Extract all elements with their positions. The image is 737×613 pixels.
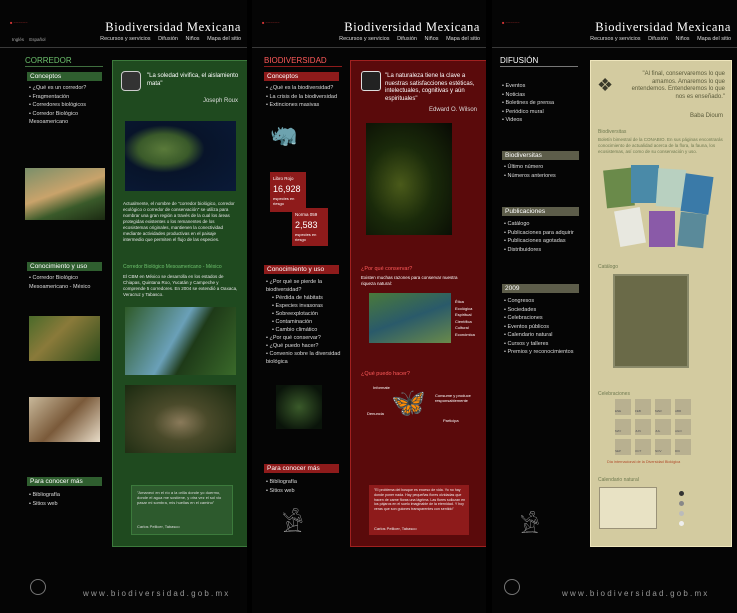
map-image bbox=[125, 121, 236, 191]
nav-difusion[interactable]: Difusión bbox=[397, 36, 417, 42]
stat-value: 16,928 bbox=[273, 184, 301, 194]
menu-conocimiento bbox=[266, 278, 356, 366]
menu-conceptos bbox=[266, 84, 356, 110]
action-item: Denuncia bbox=[367, 411, 384, 416]
menu-subitem[interactable]: • Cambio climático bbox=[266, 326, 356, 334]
menu-title-publicaciones[interactable]: Publicaciones bbox=[502, 207, 579, 216]
site-title[interactable]: Biodiversidad Mexicana bbox=[344, 20, 480, 34]
moon-phase-icon bbox=[679, 501, 684, 506]
celebrations-title: Celebraciones bbox=[598, 391, 630, 397]
menu-subitem[interactable]: • Pérdida de hábitats bbox=[266, 294, 356, 302]
stat-norma bbox=[292, 208, 328, 246]
nav-ninos[interactable]: Niños bbox=[424, 36, 439, 42]
menu-subitem[interactable]: • Sobreexplotación bbox=[266, 310, 356, 318]
divider bbox=[492, 47, 737, 48]
menu-title-para-conocer[interactable]: Para conocer más bbox=[264, 464, 339, 473]
catalog-title: Catálogo bbox=[598, 264, 619, 270]
section-title: BIODIVERSIDAD bbox=[264, 56, 327, 65]
action-item: Informate bbox=[373, 385, 390, 390]
divider bbox=[0, 47, 247, 48]
menu-title-conceptos[interactable]: Conceptos bbox=[27, 72, 102, 81]
stat-caption: especies en riesgo bbox=[273, 196, 295, 206]
header bbox=[0, 0, 247, 46]
menu-item[interactable]: • Eventos bbox=[502, 82, 582, 91]
menu-item[interactable]: • Corredor Biológico Mesoamericano - México bbox=[29, 274, 107, 291]
top-nav bbox=[584, 36, 731, 42]
nav-mapa[interactable]: Mapa del sitio bbox=[697, 36, 731, 42]
nav-difusion[interactable]: Difusión bbox=[648, 36, 668, 42]
card-body: Boletín bimestral de la CONABIO. En sus páginas encontrarás conocimiento de actualidad acerca de la flora, la fauna, los ecosistemas, así como de su conservación y uso. bbox=[598, 137, 723, 154]
ocelot-photo bbox=[125, 385, 236, 453]
menu-item[interactable]: • Cursos y talleres bbox=[504, 340, 584, 349]
stat-libro-rojo bbox=[270, 172, 306, 212]
moon-phase-icon bbox=[679, 491, 684, 496]
moon-phase-icon bbox=[679, 521, 684, 526]
bottom-quote-box bbox=[369, 485, 469, 535]
quote-text: "La soledad vivifica, el aislamiento mata" bbox=[147, 73, 239, 87]
month-box[interactable]: MAR bbox=[655, 399, 671, 415]
subtitle[interactable]: Corredor Biológico Mesoamericano - México bbox=[123, 264, 222, 270]
stat-label: Norma 059 bbox=[295, 212, 318, 217]
menu-item[interactable]: • Celebraciones bbox=[504, 314, 584, 323]
highway-photo bbox=[125, 307, 236, 375]
panel-biodiversidad bbox=[252, 0, 486, 613]
language-switch bbox=[12, 37, 50, 42]
menu-item[interactable]: • Noticias bbox=[502, 91, 582, 100]
stat-caption: especies en riesgo bbox=[295, 232, 317, 242]
bottom-quote-box bbox=[131, 485, 233, 535]
menu-title-para-conocer[interactable]: Para conocer más bbox=[27, 477, 102, 486]
month-box[interactable]: ABR bbox=[675, 399, 691, 415]
nav-mapa[interactable]: Mapa del sitio bbox=[207, 36, 241, 42]
section-title: CORREDOR bbox=[25, 56, 72, 65]
magazine-cover[interactable] bbox=[614, 207, 646, 247]
people-photo bbox=[29, 316, 100, 361]
menu-conceptos bbox=[29, 84, 107, 127]
quote-text: "Al final, conservaremos lo que amamos. Amaremos lo que entendemos. Entenderemos lo que nos es enseñado." bbox=[631, 71, 725, 100]
menu-title-2009[interactable]: 2009 bbox=[502, 284, 579, 293]
lang-espanol[interactable]: Español bbox=[29, 37, 46, 42]
header bbox=[492, 0, 737, 46]
menu-item[interactable]: • Bibliografía bbox=[29, 491, 107, 500]
site-title[interactable]: Biodiversidad Mexicana bbox=[595, 20, 731, 34]
menu-item[interactable]: • Bibliografía bbox=[266, 478, 356, 487]
calendar-grid bbox=[659, 485, 719, 529]
value-item: Científica bbox=[455, 318, 472, 324]
quote-author: Joseph Roux bbox=[202, 98, 238, 104]
glyph-icon bbox=[361, 71, 381, 91]
menu-subitem[interactable]: • Especies invasoras bbox=[266, 302, 356, 310]
magazine-covers bbox=[605, 169, 715, 247]
nav-recursos[interactable]: Recursos y servicios bbox=[100, 36, 151, 42]
night-animal-photo bbox=[366, 123, 452, 235]
month-box[interactable]: ENE bbox=[615, 399, 631, 415]
month-box[interactable]: OCT bbox=[635, 439, 651, 455]
month-box[interactable]: DIC bbox=[675, 439, 691, 455]
value-item: Ética bbox=[455, 299, 464, 304]
menu-item[interactable]: • Catálogo bbox=[504, 220, 584, 229]
magazine-cover[interactable] bbox=[677, 212, 706, 249]
menu-item[interactable]: • Sociedades bbox=[504, 306, 584, 315]
values-list bbox=[455, 299, 485, 338]
menu-item[interactable]: • Publicaciones agotadas bbox=[504, 237, 584, 246]
glyph-icon bbox=[121, 71, 141, 91]
nav-recursos[interactable]: Recursos y servicios bbox=[590, 36, 641, 42]
conabio-logo: ■ ~~~~~~ bbox=[502, 20, 520, 25]
menu-item[interactable]: • Periódico mural bbox=[502, 108, 582, 117]
menu-item[interactable]: • Calendario natural bbox=[504, 331, 584, 340]
calendar-image[interactable] bbox=[599, 487, 657, 529]
bottom-quote: "Amanecí en el río a la orilla donde yo duermo, donde el agua me sostiene, y otra vez el sol vio pasar mi sombra, mis huellas en el camino" bbox=[137, 490, 222, 505]
question-conservar[interactable]: ¿Por qué conservar? bbox=[361, 266, 413, 272]
month-box[interactable]: NOV bbox=[655, 439, 671, 455]
panel-difusion bbox=[492, 0, 737, 613]
quote-text: "La naturaleza tiene la clave a nuestras satisfacciones estéticas, intelectuales, cognitivas y aún espirituales" bbox=[385, 73, 475, 102]
month-box[interactable]: SEP bbox=[615, 439, 631, 455]
menu-publicaciones bbox=[504, 220, 584, 254]
catalog-cover[interactable] bbox=[613, 274, 689, 368]
divider bbox=[500, 66, 578, 67]
menu-para-conocer bbox=[266, 478, 356, 495]
magazine-cover[interactable] bbox=[631, 165, 659, 203]
menu-title-conocimiento[interactable]: Conocimiento y uso bbox=[264, 265, 339, 274]
value-item: Cultural bbox=[455, 325, 469, 330]
menu-item[interactable]: • Corredor Biológico Mesoamericano bbox=[29, 110, 107, 127]
value-item: Económica bbox=[455, 331, 475, 337]
nav-ninos[interactable]: Niños bbox=[675, 36, 690, 42]
card-title: Biodiversitas bbox=[598, 129, 627, 135]
month-box[interactable]: JUL bbox=[655, 419, 671, 435]
menu-biodiversitas bbox=[504, 163, 584, 180]
divider bbox=[264, 66, 342, 67]
menu-item[interactable]: • Eventos públicos bbox=[504, 323, 584, 332]
canyon-photo bbox=[369, 293, 451, 343]
conabio-logo: ■ ~~~~~~ bbox=[10, 20, 28, 25]
butterfly-icon: 🦋 bbox=[391, 387, 426, 418]
menu-item[interactable]: • Publicaciones para adquirir bbox=[504, 229, 584, 238]
divider bbox=[252, 47, 486, 48]
menu-item[interactable]: • Fragmentación bbox=[29, 93, 107, 102]
moon-phase-icon bbox=[679, 511, 684, 516]
bottom-quote: "El problema del bosque es exceso de vida. Yo no hay donde poner nada. Hay pequeñas flores olvidadas que hacen de carne floras una lágrima. Las flores sollozan en los pájaros en el suelo imaginable de la eternidad. Y hoy veras que son guiones transparentes con sentido" bbox=[374, 488, 466, 512]
glyph-figure-icon: 𓀀 bbox=[282, 511, 304, 538]
menu-item[interactable]: • Sitios web bbox=[266, 487, 356, 496]
month-box[interactable]: JUN bbox=[635, 419, 651, 435]
menu-item[interactable]: • Números anteriores bbox=[504, 172, 584, 181]
menu-item[interactable]: • Extinciones masivas bbox=[266, 101, 356, 110]
menu-title-biodiversitas[interactable]: Biodiversitas bbox=[502, 151, 579, 160]
menu-item[interactable]: • ¿Por qué conservar? bbox=[266, 334, 356, 342]
conabio-logo: ■ ~~~~~~ bbox=[262, 20, 280, 25]
menu-2009 bbox=[504, 297, 584, 357]
menu-subitem[interactable]: • Contaminación bbox=[266, 318, 356, 326]
content-card bbox=[350, 60, 486, 547]
stat-value: 2,583 bbox=[295, 220, 318, 230]
content-card bbox=[590, 60, 732, 547]
header bbox=[252, 0, 486, 46]
calendar-title: Calendario natural bbox=[598, 477, 639, 483]
menu-item[interactable]: • ¿Qué es un corredor? bbox=[29, 84, 107, 93]
workers-photo bbox=[29, 397, 100, 442]
divider bbox=[25, 66, 103, 67]
menu-item[interactable]: • Convenio sobre la diversidad biológica bbox=[266, 350, 356, 366]
menu-conocimiento bbox=[29, 274, 107, 291]
seal-icon bbox=[30, 579, 46, 595]
nav-mapa[interactable]: Mapa del sitio bbox=[446, 36, 480, 42]
leaf-photo bbox=[276, 385, 322, 429]
celebrations-caption[interactable]: Día internacional de la Diversidad Biológica bbox=[607, 460, 681, 464]
menu-item[interactable]: • Corredores biológicos bbox=[29, 101, 107, 110]
month-box[interactable]: AGO bbox=[675, 419, 691, 435]
month-box[interactable]: MAY bbox=[615, 419, 631, 435]
nav-ninos[interactable]: Niños bbox=[185, 36, 200, 42]
action-item: Consume y produce responsablemente bbox=[435, 393, 471, 403]
top-nav bbox=[94, 36, 241, 42]
footer-url[interactable]: www.biodiversidad.gob.mx bbox=[562, 589, 710, 598]
stat-label: Libro Rojo bbox=[273, 176, 294, 181]
site-title[interactable]: Biodiversidad Mexicana bbox=[105, 20, 241, 34]
quote-author: Baba Dioum bbox=[689, 113, 723, 119]
nav-recursos[interactable]: Recursos y servicios bbox=[339, 36, 390, 42]
bottom-author: Carlos Pellicer, Tabasco bbox=[137, 524, 180, 529]
glyph-icon: ❖ bbox=[597, 75, 614, 95]
quote-author: Edward O. Wilson bbox=[428, 107, 477, 113]
month-box[interactable]: FEB bbox=[635, 399, 651, 415]
menu-item[interactable]: • ¿Por qué se pierde la biodiversidad? bbox=[266, 278, 356, 294]
magazine-cover[interactable] bbox=[680, 173, 713, 215]
menu-item[interactable]: • Boletines de prensa bbox=[502, 99, 582, 108]
lang-ingles[interactable]: Inglés bbox=[12, 37, 25, 42]
nav-difusion[interactable]: Difusión bbox=[158, 36, 178, 42]
menu-item[interactable]: • Sitios web bbox=[29, 500, 107, 509]
seal-icon bbox=[504, 579, 520, 595]
top-nav bbox=[333, 36, 480, 42]
menu-item[interactable]: • ¿Qué puedo hacer? bbox=[266, 342, 356, 350]
rhino-sketch-icon: 🦏 bbox=[270, 122, 298, 147]
body-text: Actualmente, el nombre de "corredor biológico, corredor ecológico o corredor de conservación" se utiliza para nombrar una gran región a través de la cual los áreas protegidas existentes o los remanentes de los ecosistemas originales, mantienen la conectividad mediante actividades productivas en el paisaje intermedio que permiten el flujo de las especies. bbox=[123, 201, 235, 242]
menu-item[interactable]: • Último número bbox=[504, 163, 584, 172]
canyon-photo bbox=[25, 168, 105, 220]
content-card bbox=[112, 60, 247, 547]
menu-item[interactable]: • Congresos bbox=[504, 297, 584, 306]
magazine-cover[interactable] bbox=[649, 211, 675, 247]
menu-item[interactable]: • Videos bbox=[502, 116, 582, 125]
glyph-figure-icon: 𓀀 bbox=[520, 513, 540, 538]
value-item: Espiritual bbox=[455, 312, 472, 317]
celebrations-grid bbox=[615, 399, 725, 459]
action-item: Participa bbox=[443, 418, 459, 423]
bottom-author: Carlos Pellicer, Tabasco bbox=[374, 526, 417, 531]
menu-title-conocimiento[interactable]: Conocimiento y uso bbox=[27, 262, 102, 271]
question-body: Existen muchas razones para conservar nuestra riqueza natural: bbox=[361, 275, 458, 286]
section-title: DIFUSIÓN bbox=[500, 56, 539, 65]
footer-url[interactable]: www.biodiversidad.gob.mx bbox=[83, 589, 231, 598]
menu-item[interactable]: • Premios y reconocimientos bbox=[504, 348, 584, 357]
menu-item[interactable]: • Distribuidores bbox=[504, 246, 584, 255]
menu-item[interactable]: • ¿Qué es la biodiversidad? bbox=[266, 84, 356, 93]
panel-corredor bbox=[0, 0, 247, 613]
menu-title-conceptos[interactable]: Conceptos bbox=[264, 72, 339, 81]
menu-para-conocer bbox=[29, 491, 107, 508]
body-text-2: El CBM en México se desarrolla en los estados de Chiapas, Quintana Roo, Yucatán y Campeche y comprende 5 corredores. En 2004 se extendió a Oaxaca, Veracruz y Tabasco. bbox=[123, 274, 238, 297]
question-hacer[interactable]: ¿Qué puedo hacer? bbox=[361, 371, 410, 377]
menu-item[interactable]: • La crisis de la biodiversidad bbox=[266, 93, 356, 102]
value-item: Ecológica bbox=[455, 305, 473, 311]
menu-difusion bbox=[502, 82, 582, 125]
